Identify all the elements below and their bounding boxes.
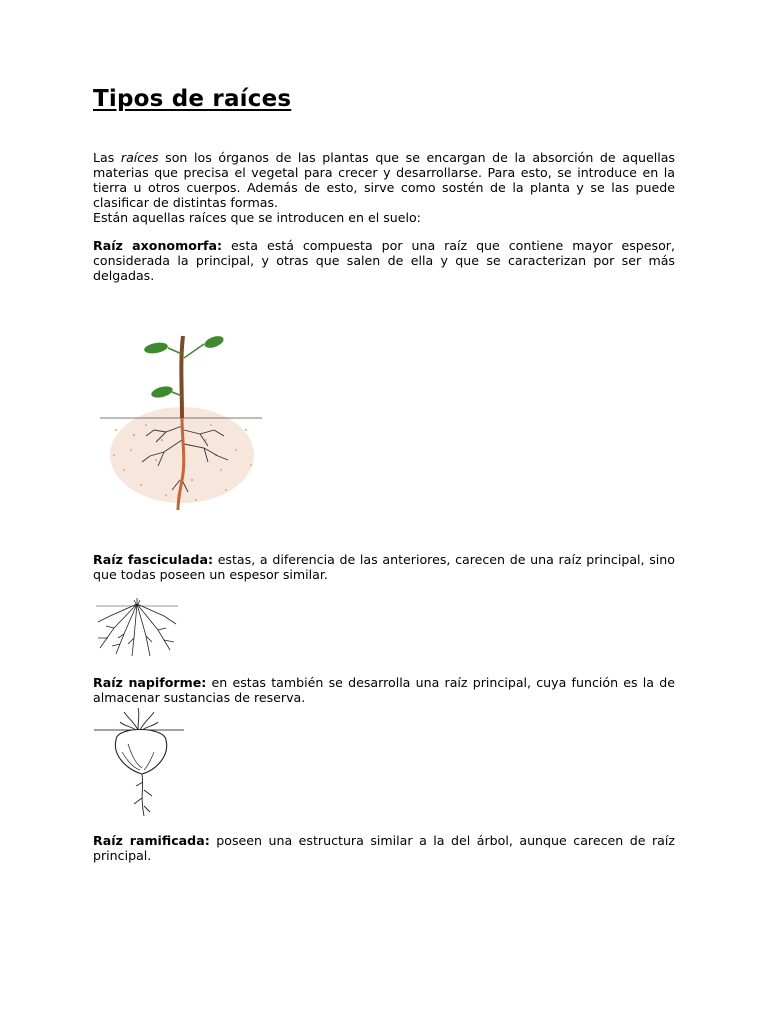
turnip-leaves: [120, 708, 158, 730]
section-fasciculada: [93, 552, 675, 582]
section-napiforme: [93, 675, 675, 705]
section-term: Raíz napiforme:: [93, 675, 207, 690]
intro-soil-line: Están aquellas raíces que se introducen en el suelo:: [93, 210, 421, 225]
section-text: estas, a diferencia de las anteriores, carecen de una raíz principal, sino que todas poseen un espesor similar.: [93, 552, 675, 582]
section-text: esta está compuesta por una raíz que contiene mayor espesor, considerada la principal, y otras que salen de ella y que se caracterizan por ser más delgadas.: [93, 238, 675, 283]
taproot-plant-illustration: [96, 330, 268, 515]
page-title: Tipos de raíces: [93, 86, 292, 112]
intro-text: son los órganos de las plantas que se encargan de la absorción de aquellas materias que precisa el vegetal para crecer y desarrollarse. Para esto, se introduce en la tierra u otros cuerpos. Además de esto, sirve como sostén de la planta y se las puede clasificar de distintas formas.: [93, 150, 675, 210]
intro-lead: Las: [93, 150, 115, 165]
turnip-tail-roots: [134, 774, 152, 816]
section-axonomorfa: [93, 238, 675, 283]
intro-italic-term: raíces: [120, 150, 159, 165]
section-term: Raíz ramificada:: [93, 833, 210, 848]
turnip-root-illustration: [94, 708, 186, 820]
leaf-left-top: [143, 341, 168, 355]
fibrous-roots: [98, 598, 176, 656]
leaf-right-top: [203, 334, 225, 350]
stem: [181, 336, 183, 418]
intro-paragraph: [93, 150, 675, 225]
section-text: en estas también se desarrolla una raíz principal, cuya función es la de almacenar sustancias de reserva.: [93, 675, 675, 705]
section-term: Raíz fasciculada:: [93, 552, 213, 567]
section-term: Raíz axonomorfa:: [93, 238, 223, 253]
fibrous-root-illustration: [94, 598, 180, 660]
section-text: poseen una estructura similar a la del árbol, aunque carecen de raíz principal.: [93, 833, 675, 863]
leaf-left-middle: [150, 384, 174, 399]
section-ramificada: [93, 833, 675, 863]
